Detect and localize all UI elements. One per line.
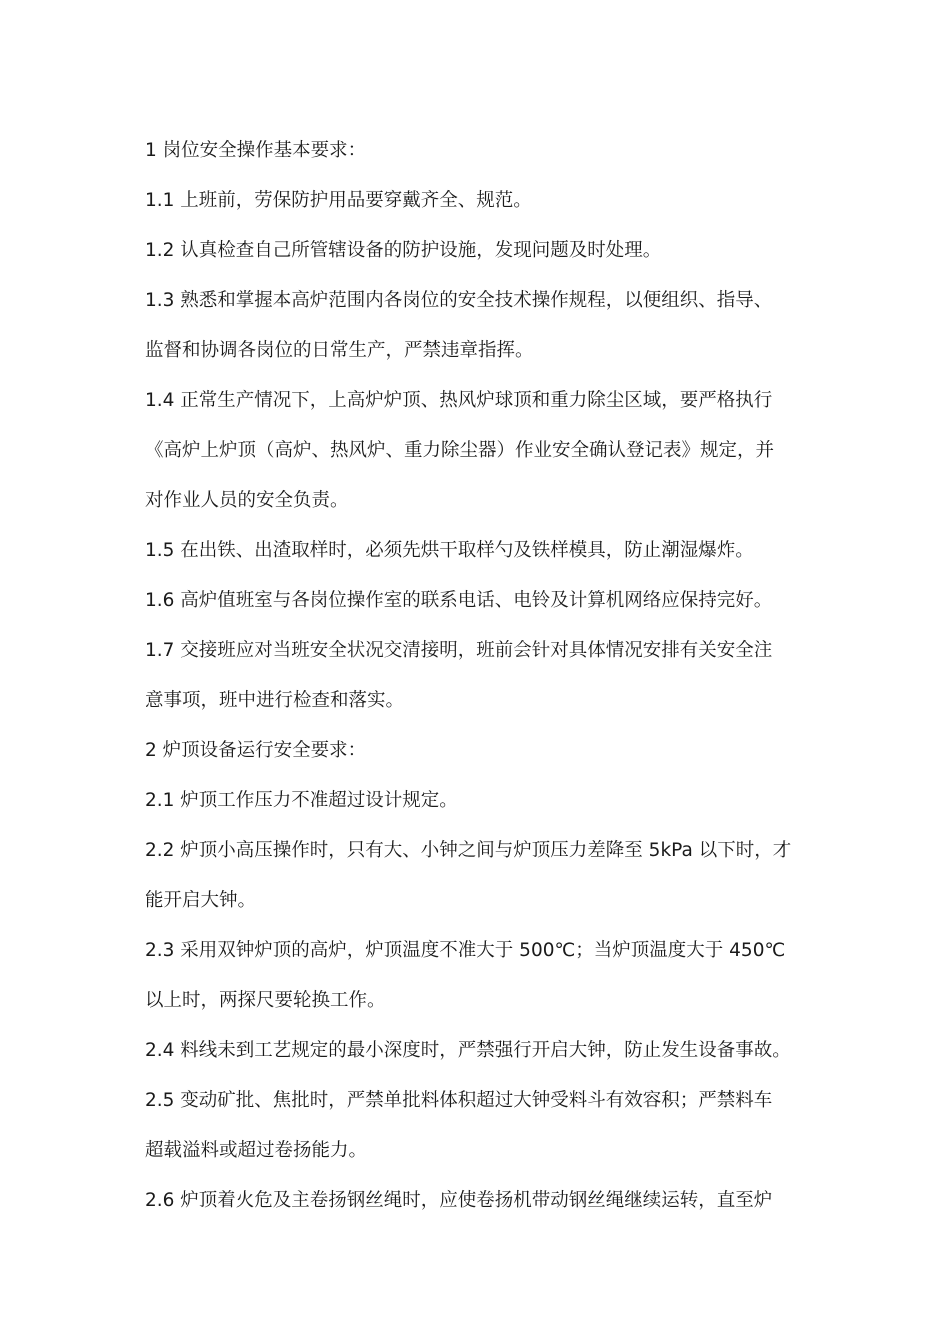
paragraph-1-4-cont-2: 对作业人员的安全负责。 bbox=[145, 490, 349, 511]
paragraph-2-6: 2.6 炉顶着火危及主卷扬钢丝绳时，应使卷扬机带动钢丝绳继续运转，直至炉 bbox=[145, 1190, 773, 1211]
paragraph-2-2: 2.2 炉顶小高压操作时，只有大、小钟之间与炉顶压力差降至 5kPa 以下时，才 bbox=[145, 840, 792, 861]
section-heading-2: 2 炉顶设备运行安全要求： bbox=[145, 740, 367, 761]
paragraph-1-7: 1.7 交接班应对当班安全状况交清接明，班前会针对具体情况安排有关安全注 bbox=[145, 640, 773, 661]
paragraph-1-3: 1.3 熟悉和掌握本高炉范围内各岗位的安全技术操作规程，以便组织、指导、 bbox=[145, 290, 773, 311]
paragraph-2-2-cont: 能开启大钟。 bbox=[145, 890, 257, 911]
paragraph-2-1: 2.1 炉顶工作压力不准超过设计规定。 bbox=[145, 790, 458, 811]
paragraph-2-3-cont: 以上时，两探尺要轮换工作。 bbox=[145, 990, 386, 1011]
paragraph-2-3: 2.3 采用双钟炉顶的高炉，炉顶温度不准大于 500℃；当炉顶温度大于 450℃ bbox=[145, 940, 786, 961]
paragraph-1-7-cont: 意事项，班中进行检查和落实。 bbox=[145, 690, 405, 711]
paragraph-2-5: 2.5 变动矿批、焦批时，严禁单批料体积超过大钟受料斗有效容积；严禁料车 bbox=[145, 1090, 773, 1111]
document-body bbox=[145, 126, 810, 1226]
paragraph-1-4: 1.4 正常生产情况下，上高炉炉顶、热风炉球顶和重力除尘区域，要严格执行 bbox=[145, 390, 773, 411]
paragraph-1-3-cont: 监督和协调各岗位的日常生产，严禁违章指挥。 bbox=[145, 340, 534, 361]
paragraph-2-4: 2.4 料线未到工艺规定的最小深度时，严禁强行开启大钟，防止发生设备事故。 bbox=[145, 1040, 791, 1061]
section-heading-1: 1 岗位安全操作基本要求： bbox=[145, 140, 367, 161]
paragraph-1-2: 1.2 认真检查自己所管辖设备的防护设施，发现问题及时处理。 bbox=[145, 240, 662, 261]
paragraph-1-1: 1.1 上班前，劳保防护用品要穿戴齐全、规范。 bbox=[145, 190, 532, 211]
paragraph-1-4-cont: 《高炉上炉顶（高炉、热风炉、重力除尘器）作业安全确认登记表》规定，并 bbox=[145, 440, 775, 461]
paragraph-1-6: 1.6 高炉值班室与各岗位操作室的联系电话、电铃及计算机网络应保持完好。 bbox=[145, 590, 773, 611]
paragraph-2-5-cont: 超载溢料或超过卷扬能力。 bbox=[145, 1140, 368, 1161]
paragraph-1-5: 1.5 在出铁、出渣取样时，必须先烘干取样勺及铁样模具，防止潮湿爆炸。 bbox=[145, 540, 754, 561]
